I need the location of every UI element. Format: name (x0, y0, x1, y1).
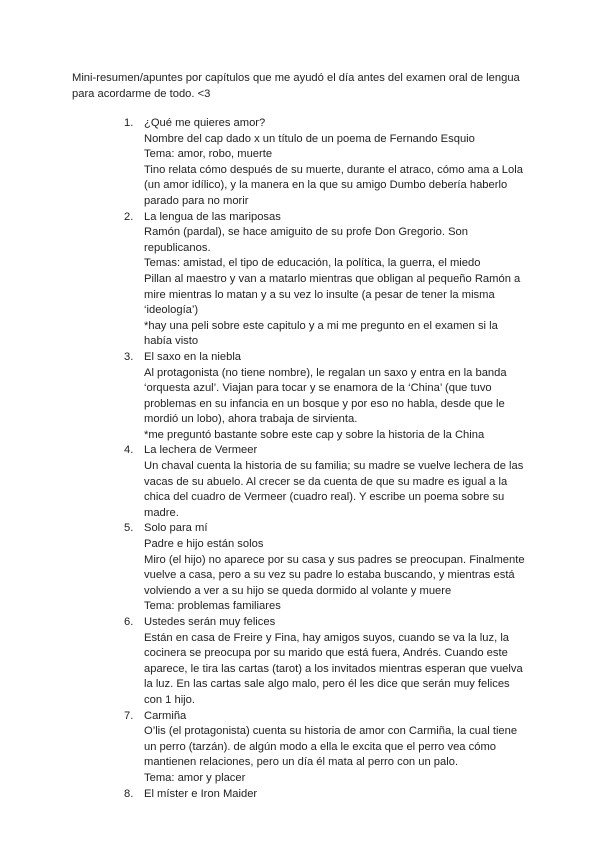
chapter-title: El míster e Iron Maider (144, 787, 258, 800)
chapter-line: *me preguntó bastante sobre este cap y sobre la historia de la China (144, 428, 485, 441)
chapter-number: 5. (124, 522, 134, 535)
chapter-line: Tema: amor, robo, muerte (144, 148, 273, 161)
chapter-line: Un chaval cuenta la historia de su familia; su madre se vuelve lechera de las vacas de su abuelo. Al crecer se da cuenta de que su madre es igual a la chica del cuadro de Vermeer (cuadro real). Y escribe un poema sobre su madre. (144, 460, 524, 519)
chapter-list (0, 116, 600, 802)
chapter-title: La lechera de Vermeer (144, 444, 258, 457)
chapter-item (0, 787, 600, 803)
chapter-number: 2. (124, 210, 134, 223)
chapter-line: Pillan al maestro y van a matarlo mientras que obligan al pequeño Ramón a mire mientras lo matan y a su vez lo insulte (a pesar de tener la misma ‘ideología’) (144, 272, 521, 317)
chapter-line: Ramón (pardal), se hace amiguito de su profe Don Gregorio. Son republicanos. (144, 226, 468, 254)
chapter-number: 4. (124, 444, 134, 457)
chapter-title: Solo para mí (144, 522, 208, 535)
chapter-line: Miro (el hijo) no aparece por su casa y sus padres se preocupan. Finalmente vuelve a casa, pero a su vez su padre lo estaba buscando, y mientras está volviendo a ver a su hijo se queda dormido al volante y muere (144, 553, 525, 597)
chapter-item (0, 116, 600, 210)
chapter-line: Al protagonista (no tiene nombre), le regalan un saxo y entra en la banda ‘orquesta azul’. Viajan para tocar y se enamora de la ‘China’ (que tuvo problemas en su infancia en un bosque y por eso no habla, desde que le mordió un lobo), ahora trabaja de sirvienta. (144, 366, 507, 426)
chapter-title: La lengua de las mariposas (144, 210, 281, 223)
chapter-item (0, 615, 600, 709)
chapter-line: Tema: amor y placer (144, 771, 246, 784)
chapter-item (0, 210, 600, 350)
chapter-item (0, 521, 600, 615)
chapter-item (0, 709, 600, 787)
chapter-line: Están en casa de Freire y Fina, hay amigos suyos, cuando se va la luz, la cocinera se preocupa por su marido que está fuera, Andrés. Cuando este aparece, le tira las cartas (tarot) a los invitados mientras esperan que vuelva la luz. En las cartas sale algo malo, pero él les dice que serán muy felices con 1 hijo. (144, 631, 523, 706)
chapter-title: El saxo en la niebla (144, 350, 242, 363)
intro-paragraph: Mini-resumen/apuntes por capítulos que me ayudó el día antes del examen oral de lengua para acordarme de todo. <3 (72, 72, 520, 100)
chapter-item (0, 443, 600, 521)
chapter-title: Ustedes serán muy felices (144, 616, 276, 628)
chapter-number: 8. (124, 787, 134, 800)
chapter-line: Tema: problemas familiares (144, 600, 281, 613)
chapter-number: 3. (124, 350, 134, 363)
chapter-number: 1. (124, 117, 134, 129)
chapter-number: 6. (124, 616, 134, 628)
chapter-title: ¿Qué me quieres amor? (144, 117, 266, 129)
chapter-line: Tino relata cómo después de su muerte, durante el atraco, cómo ama a Lola (un amor idílico), y la manera en la que su amigo Dumbo debería haberlo parado para no morir (144, 163, 523, 207)
chapter-item (0, 350, 600, 444)
chapter-number: 7. (124, 709, 134, 722)
chapter-line: Temas: amistad, el tipo de educación, la política, la guerra, el miedo (144, 257, 481, 270)
chapter-line: O’lis (el protagonista) cuenta su historia de amor con Carmiña, la cual tiene un perro (tarzán). de algún modo a ella le excita que el perro vea cómo mantienen relaciones, pero un día él mata al perro con un palo. (144, 725, 518, 769)
chapter-line: Padre e hijo están solos (144, 538, 264, 551)
chapter-line: Nombre del cap dado x un título de un poema de Fernando Esquio (144, 132, 475, 145)
chapter-title: Carmiña (144, 709, 187, 722)
chapter-line: *hay una peli sobre este capitulo y a mi me pregunto en el examen si la había visto (144, 319, 498, 348)
